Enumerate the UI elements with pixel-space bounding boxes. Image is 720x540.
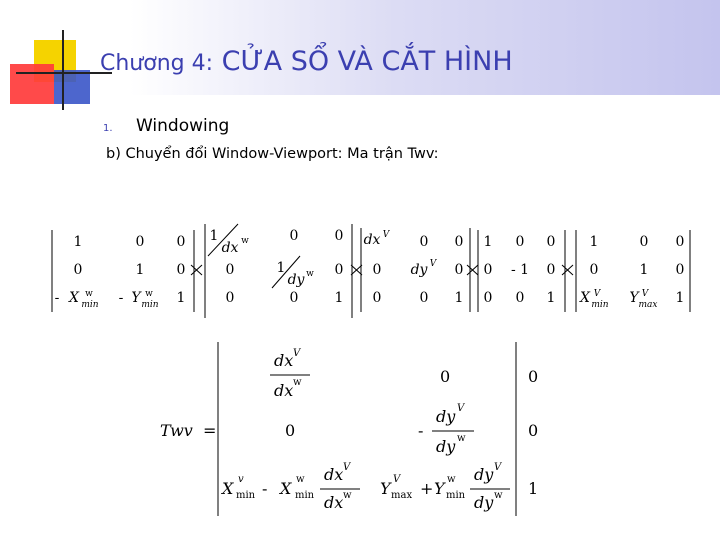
svg-text:-: - [262, 479, 268, 498]
svg-text:dx: dx [274, 351, 294, 370]
svg-text:0: 0 [289, 228, 299, 244]
svg-text:0: 0 [334, 262, 344, 278]
svg-text:w: w [145, 289, 153, 299]
svg-text:V: V [457, 403, 465, 414]
svg-text:w: w [343, 490, 352, 501]
svg-text:dy: dy [287, 272, 305, 288]
svg-text:-: - [118, 290, 124, 306]
svg-text:1: 1 [675, 290, 685, 306]
svg-text:0: 0 [419, 290, 429, 306]
svg-text:0: 0 [334, 228, 344, 244]
svg-text:0: 0 [546, 262, 556, 278]
svg-text:dx: dx [363, 232, 381, 248]
svg-text:V: V [641, 289, 649, 299]
svg-text:0: 0 [483, 262, 493, 278]
svg-text:0: 0 [675, 262, 685, 278]
svg-text:1: 1 [454, 290, 464, 306]
svg-text:w: w [457, 433, 466, 444]
svg-text:0: 0 [372, 262, 382, 278]
svg-text:Y: Y [131, 290, 141, 306]
svg-text:1: 1 [483, 234, 493, 250]
svg-text:1: 1 [276, 260, 286, 276]
svg-text:w: w [85, 289, 93, 299]
svg-text:Y: Y [434, 479, 445, 498]
svg-text:0: 0 [225, 262, 235, 278]
svg-text:0: 0 [289, 290, 299, 306]
svg-text:1: 1 [528, 479, 539, 498]
matrix-product-values [55, 228, 685, 310]
svg-text:0: 0 [176, 234, 186, 250]
title-main: CỬA SỔ VÀ CẮT HÌNH [221, 46, 513, 77]
svg-text:X: X [222, 479, 234, 498]
svg-text:0: 0 [225, 290, 235, 306]
svg-text:min: min [141, 300, 159, 310]
svg-text:V: V [343, 462, 351, 473]
svg-text:0: 0 [372, 290, 382, 306]
svg-text:V: V [293, 348, 301, 359]
svg-text:w: w [494, 490, 503, 501]
svg-text:0: 0 [285, 421, 296, 440]
svg-text:-: - [418, 421, 424, 440]
svg-text:+: + [420, 479, 434, 498]
svg-text:-: - [54, 290, 60, 306]
svg-text:1: 1 [334, 290, 344, 306]
svg-text:V: V [494, 462, 502, 473]
svg-text:dx: dx [324, 493, 344, 512]
svg-text:V: V [429, 259, 437, 269]
svg-text:1: 1 [73, 234, 83, 250]
svg-text:min: min [295, 490, 315, 501]
svg-text:dy: dy [436, 437, 456, 456]
svg-text:1: 1 [639, 262, 649, 278]
svg-text:0: 0 [73, 262, 83, 278]
title-prefix: Chương 4: [100, 51, 214, 76]
svg-text:dx: dx [324, 465, 344, 484]
svg-text:1: 1 [135, 262, 145, 278]
svg-text:0: 0 [515, 290, 525, 306]
svg-text:dy: dy [474, 493, 494, 512]
svg-text:0: 0 [589, 262, 599, 278]
svg-text:1: 1 [589, 234, 599, 250]
svg-text:V: V [593, 289, 601, 299]
svg-text:dy: dy [474, 465, 494, 484]
svg-text:0: 0 [639, 234, 649, 250]
svg-text:0: 0 [135, 234, 145, 250]
svg-text:1: 1 [209, 228, 219, 244]
svg-text:min: min [236, 490, 256, 501]
svg-text:0: 0 [440, 367, 451, 386]
svg-text:w: w [306, 269, 314, 279]
svg-text:0: 0 [675, 234, 685, 250]
svg-text:V: V [393, 474, 401, 485]
svg-text:Y: Y [380, 479, 391, 498]
svg-text:0: 0 [546, 234, 556, 250]
svg-text:0: 0 [419, 234, 429, 250]
svg-text:min: min [81, 300, 99, 310]
svg-text:0: 0 [515, 234, 525, 250]
svg-text:0: 0 [528, 421, 539, 440]
svg-text:X: X [580, 290, 590, 306]
svg-text:0: 0 [454, 262, 464, 278]
svg-text:- 1: - 1 [510, 262, 530, 278]
svg-text:dx: dx [221, 240, 239, 256]
subheading: b) Chuyển đổi Window-Viewport: Ma trận Twv: [106, 146, 439, 162]
twv-matrix-values [160, 348, 538, 512]
bullet-text: Windowing [136, 116, 230, 136]
svg-text:w: w [447, 474, 456, 485]
equation-lhs: Twv [160, 421, 193, 440]
svg-text:v: v [238, 474, 244, 485]
svg-text:w: w [296, 474, 305, 485]
svg-text:max: max [391, 490, 413, 501]
svg-text:1: 1 [546, 290, 556, 306]
svg-text:dy: dy [410, 262, 428, 278]
svg-text:w: w [293, 377, 302, 388]
svg-text:0: 0 [528, 367, 539, 386]
svg-text:V: V [382, 230, 390, 240]
bullet-number: 1. [103, 123, 113, 134]
svg-text:0: 0 [176, 262, 186, 278]
svg-text:0: 0 [483, 290, 493, 306]
svg-text:w: w [241, 236, 249, 246]
svg-text:X: X [69, 290, 79, 306]
svg-text:1: 1 [176, 290, 186, 306]
svg-text:dy: dy [436, 407, 456, 426]
svg-text:max: max [638, 300, 658, 310]
svg-text:X: X [280, 479, 292, 498]
svg-text:Y: Y [629, 290, 639, 306]
svg-text:dx: dx [274, 381, 294, 400]
svg-text:0: 0 [454, 234, 464, 250]
svg-text:min: min [446, 490, 466, 501]
svg-text:min: min [591, 300, 609, 310]
equation-equals: = [203, 421, 217, 440]
